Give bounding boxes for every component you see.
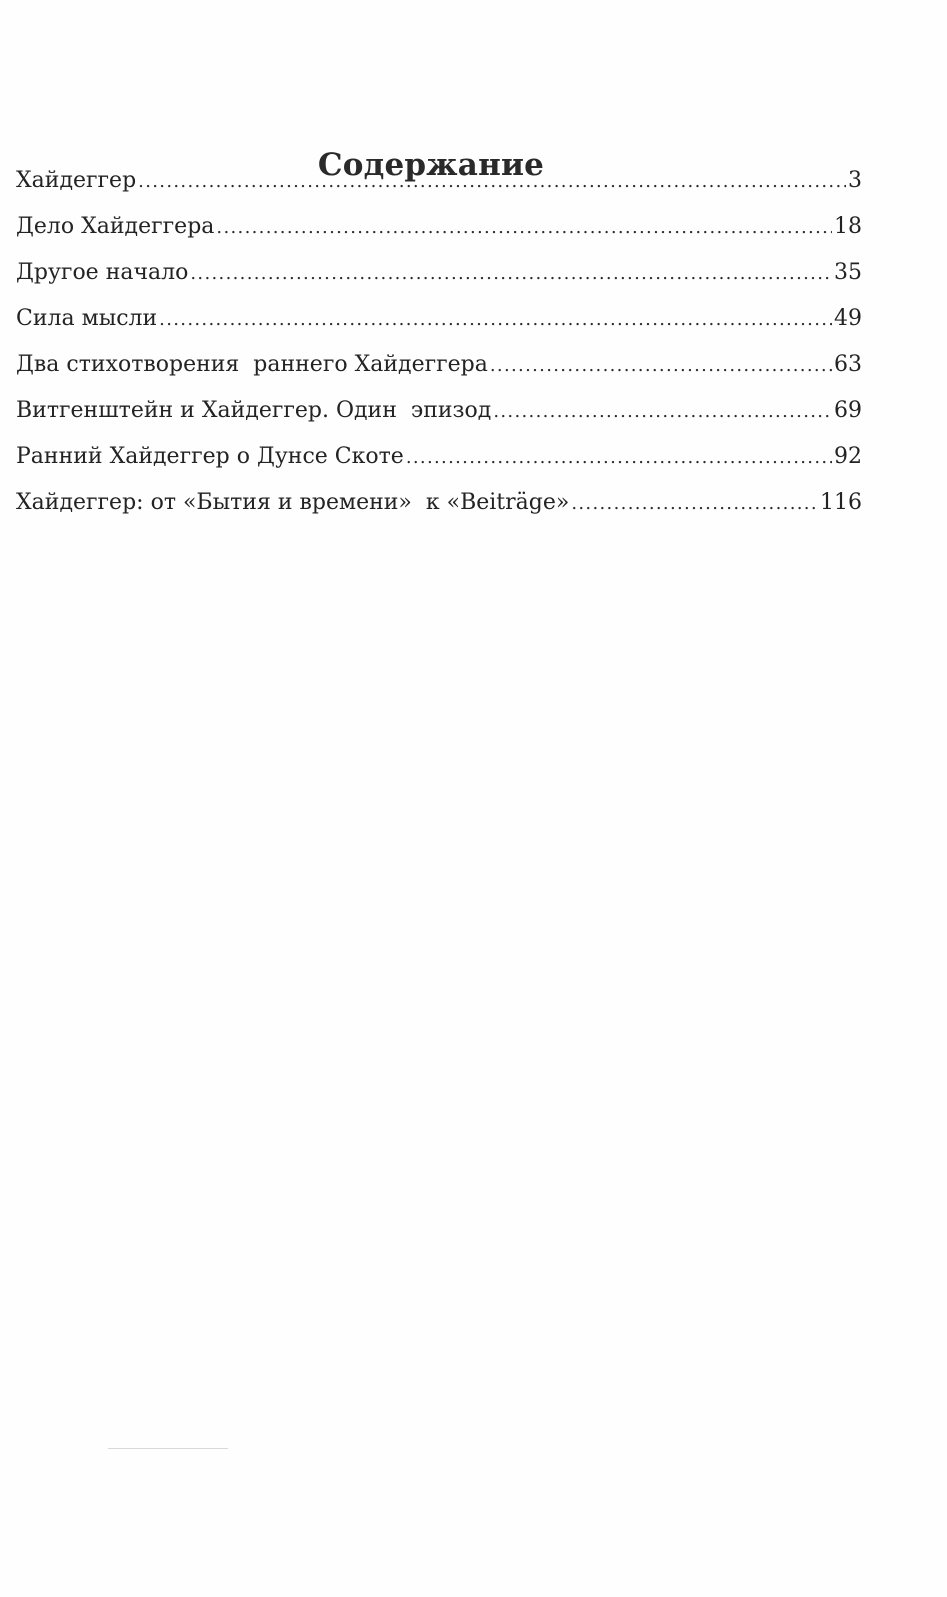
dot-leader	[138, 164, 846, 200]
toc-entry-title: Сила мысли	[16, 306, 158, 331]
toc-entry-title: Другое начало	[16, 260, 189, 285]
scan-artifact	[108, 1448, 228, 1449]
toc-title: Содержание	[317, 146, 545, 183]
toc-entry-title: Хайдеггер: от «Бытия и времени» к «Beiträge»	[16, 490, 570, 515]
toc-entry-title: Ранний Хайдеггер о Дунсе Скоте	[16, 444, 404, 469]
toc-entry	[16, 485, 862, 531]
dot-leader	[216, 210, 832, 246]
toc-entry-title: Витгенштейн и Хайдеггер. Один эпизод	[16, 398, 492, 423]
toc-entry	[16, 439, 862, 485]
toc-entry-page: 3	[848, 168, 862, 193]
dot-leader	[159, 302, 832, 338]
toc-entry	[16, 301, 862, 347]
toc-entry	[16, 255, 862, 301]
toc-entry-title: Дело Хайдеггера	[16, 214, 215, 239]
toc-entry-title: Два стихотворения раннего Хайдеггера	[16, 352, 488, 377]
dot-leader	[406, 440, 832, 476]
toc-entry-page: 69	[834, 398, 862, 423]
toc-entry-page: 63	[834, 352, 862, 377]
toc-entry-page: 35	[834, 260, 862, 285]
dot-leader	[493, 394, 832, 430]
toc-entry	[16, 163, 862, 209]
toc-list	[16, 163, 862, 531]
dot-leader	[571, 486, 818, 522]
toc-entry-title: Хайдеггер	[16, 168, 137, 193]
toc-entry-page: 49	[834, 306, 862, 331]
toc-entry-page: 18	[834, 214, 862, 239]
toc-entry	[16, 209, 862, 255]
toc-entry	[16, 347, 862, 393]
toc-entry-page: 92	[834, 444, 862, 469]
dot-leader	[490, 348, 832, 384]
toc-entry	[16, 393, 862, 439]
toc-entry-page: 116	[820, 490, 862, 515]
dot-leader	[190, 256, 832, 292]
